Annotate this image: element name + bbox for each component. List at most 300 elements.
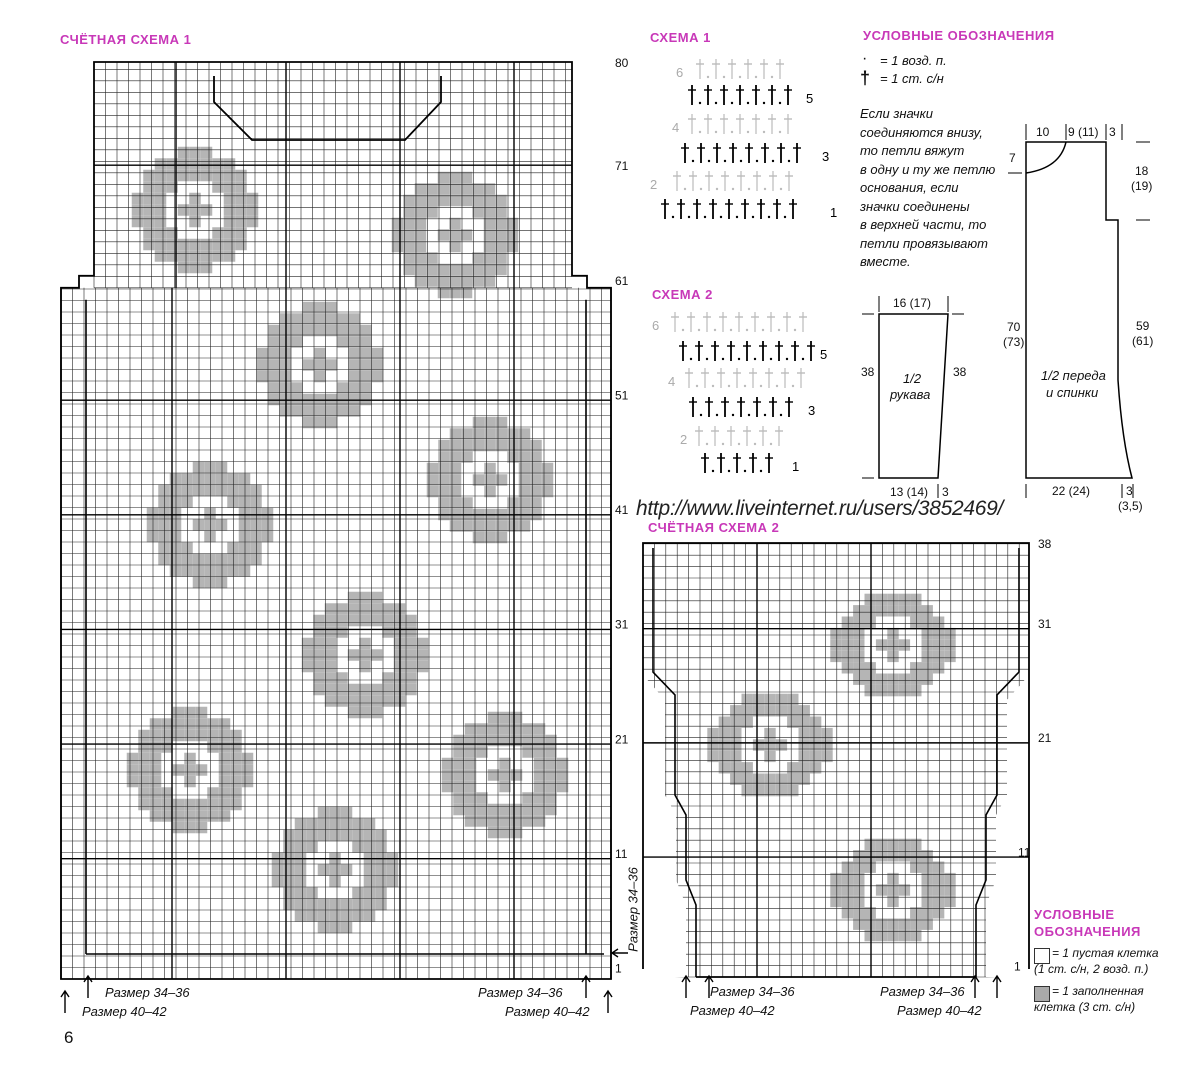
schema2-row-label: 2 [680,432,688,447]
motif-cell [359,603,371,615]
motif-cell [239,542,251,554]
legend-chain-text: = 1 возд. п. [880,53,947,68]
motif-cell [189,250,201,262]
motif-cell [150,764,162,776]
motif-cell [371,695,383,707]
motif-cell [438,183,450,195]
schema1-chain-icon [704,216,706,218]
motif-cell [352,818,364,830]
motif-cell [318,818,330,830]
motif-cell [138,776,150,788]
motif-cell [150,776,162,788]
motif-cell [336,695,348,707]
motif-cell [472,206,484,218]
motif-cell [201,147,213,159]
motif-cell [336,672,348,684]
motif-cell [314,371,326,383]
motif-cell [545,792,557,804]
motif-cell [534,815,546,827]
motif-cell [219,730,231,742]
motif-cell [262,519,274,531]
motif-cell [318,807,330,819]
motif-cell [150,741,162,753]
motif-cell [449,195,461,207]
motif-cell [161,810,173,822]
motif-cell [522,804,534,816]
motif-cell [306,830,318,842]
motif-cell [235,170,247,182]
motif-cell [557,781,569,793]
motif-cell [372,348,384,360]
motif-cell [348,615,360,627]
motif-cell [204,508,216,520]
motif-cell [865,662,876,673]
schema1-chain-icon [752,216,754,218]
motif-cell [184,707,196,719]
motif-cell [484,520,496,532]
motif-cell [341,910,353,922]
chart1-size-left-34: Размер 34–36 [105,985,190,1000]
motif-cell [449,275,461,287]
motif-cell [375,830,387,842]
motif-cell [336,684,348,696]
motif-cell [887,674,898,685]
motif-cell [359,684,371,696]
motif-cell [306,818,318,830]
motif-cell [227,554,239,566]
schema1-chain-icon [707,76,709,78]
motif-cell [161,741,173,753]
motif-cell [476,792,488,804]
motif-cell [403,229,415,241]
motif-cell [449,172,461,184]
motif-cell [235,216,247,228]
schema1-chain-icon [720,216,722,218]
motif-cell [405,661,417,673]
legend-note-line: основания, если [860,180,959,195]
motif-cell [216,577,228,589]
motif-cell [318,899,330,911]
motif-cell [922,651,933,662]
motif-cell [899,639,910,650]
motif-cell [415,218,427,230]
motif-cell [239,531,251,543]
motif-cell [450,486,462,498]
motif-cell [196,799,208,811]
motif-cell [865,594,876,605]
motif-cell [352,887,364,899]
motif-cell [242,753,254,765]
motif-cell [415,264,427,276]
motif-cell [364,887,376,899]
motif-cell [204,577,216,589]
motif-cell [173,718,185,730]
schema2-chain-icon [738,358,740,360]
schema1-chain-icon [771,76,773,78]
schema1-chain-icon [724,160,726,162]
motif-cell [899,594,910,605]
motif-cell [325,603,337,615]
motif-cell [499,712,511,724]
motif-cell [415,183,427,195]
motif-cell [438,287,450,299]
motif-cell [158,542,170,554]
chart1-title: СЧЁТНАЯ СХЕМА 1 [60,32,192,47]
motif-cell [189,158,201,170]
motif-cell [204,462,216,474]
schema2-chain-icon [732,414,734,416]
motif-cell [257,359,269,371]
motif-cell [178,158,190,170]
motif-cell [247,193,259,205]
motif-cell [268,382,280,394]
motif-cell [219,753,231,765]
chart2-size-right-34: Размер 34–36 [880,984,965,999]
motif-cell [239,473,251,485]
motif-cell [337,382,349,394]
motif-cell [499,827,511,839]
motif-cell [235,204,247,216]
motif-cell [922,662,933,673]
motif-cell [364,841,376,853]
motif-cell [184,776,196,788]
legend-note-line: в одну и ту же петлю [860,161,996,177]
motif-cell [143,216,155,228]
motif-cell [473,440,485,452]
motif-cell [158,485,170,497]
motif-cell [484,264,496,276]
motif-cell [314,417,326,429]
motif-cell [405,626,417,638]
motif-cell [212,250,224,262]
motif-cell [181,496,193,508]
motif-cell [842,628,853,639]
motif-cell [438,264,450,276]
schema2-chain-icon [780,414,782,416]
schema2-chain-icon [744,470,746,472]
motif-cell [465,758,477,770]
motif-cell [426,264,438,276]
motif-cell [348,603,360,615]
motif-cell [499,723,511,735]
motif-cell [519,463,531,475]
schema1-chain-icon [723,76,725,78]
motif-cell [557,758,569,770]
motif-cell [178,250,190,262]
motif-cell [189,170,201,182]
motif-cell [219,718,231,730]
motif-cell [313,626,325,638]
motif-cell [329,807,341,819]
motif-cell [337,336,349,348]
body-top-left: 10 [1036,125,1050,139]
motif-cell [853,628,864,639]
motif-cell [371,707,383,719]
motif-cell [348,707,360,719]
legend-note-line: вместе. [860,254,911,269]
motif-cell [473,520,485,532]
motif-cell [405,638,417,650]
motif-cell [204,565,216,577]
motif-cell [189,262,201,274]
schema1-chain-icon [715,102,717,104]
motif-cell [415,206,427,218]
motif-cell [530,486,542,498]
motif-cell [235,227,247,239]
motif-cell [283,899,295,911]
motif-cell [150,787,162,799]
motif-cell [212,170,224,182]
motif-cell [415,229,427,241]
motif-cell [461,183,473,195]
body-bottom: 22 (24) [1052,484,1091,498]
motif-cell [507,229,519,241]
motif-cell [887,685,898,696]
body-bottom-tick: 3 [1126,484,1133,498]
motif-cell [534,723,546,735]
motif-cell [216,462,228,474]
chart1-row-label-41: 41 [615,503,629,518]
motif-cell [138,764,150,776]
chart1-row-label-21: 21 [615,732,629,747]
motif-cell [364,830,376,842]
motif-cell [138,730,150,742]
motif-cell [403,218,415,230]
motif-cell [326,417,338,429]
motif-cell [337,325,349,337]
motif-cell [138,753,150,765]
motif-cell [325,649,337,661]
motif-cell [371,684,383,696]
motif-cell [403,252,415,264]
motif-cell [341,922,353,934]
motif-cell [499,758,511,770]
schema1-chain-icon [755,76,757,78]
sleeve-label-2: рукава [890,387,931,402]
motif-cell [488,769,500,781]
motif-cell [239,565,251,577]
motif-cell [329,876,341,888]
motif-cell [295,864,307,876]
motif-cell [382,695,394,707]
motif-cell [534,792,546,804]
motif-cell [887,651,898,662]
motif-cell [511,815,523,827]
motif-cell [853,605,864,616]
motif-cell [910,662,921,673]
motif-cell [313,638,325,650]
schema1-chain-icon [779,102,781,104]
motif-cell [519,440,531,452]
schema2-chain-icon [700,414,702,416]
schema1-chain-icon [672,216,674,218]
motif-cell [507,241,519,253]
motif-cell [181,542,193,554]
chart1-neckline [214,76,441,140]
schema2-chain-icon [682,329,684,331]
motif-cell [216,473,228,485]
motif-cell [341,864,353,876]
motif-cell [178,239,190,251]
motif-cell [329,910,341,922]
chart1-size-right-34: Размер 34–36 [478,985,563,1000]
chart1-row-label-11: 11 [615,846,628,861]
motif-cell [472,275,484,287]
motif-cell [461,229,473,241]
motif-cell [449,183,461,195]
motif-cell [530,463,542,475]
motif-cell [865,605,876,616]
motif-cell [359,615,371,627]
schema2-chain-icon [714,329,716,331]
motif-cell [147,531,159,543]
motif-cell [438,497,450,509]
motif-cell [313,672,325,684]
motif-cell [193,473,205,485]
motif-cell [143,193,155,205]
motif-cell [314,405,326,417]
motif-cell [235,239,247,251]
motif-cell [207,799,219,811]
motif-cell [349,336,361,348]
motif-cell [933,639,944,650]
motif-cell [359,661,371,673]
motif-cell [314,302,326,314]
schema2-row-label: 4 [668,374,676,389]
motif-cell [360,371,372,383]
motif-cell [453,758,465,770]
motif-cell [349,371,361,383]
schema1-chain-icon [688,216,690,218]
motif-cell [360,348,372,360]
motif-cell [484,474,496,486]
sleeve-label-1: 1/2 [903,371,922,386]
schema1-chain-icon [731,102,733,104]
motif-cell [449,218,461,230]
motif-cell [465,781,477,793]
motif-cell [173,730,185,742]
motif-cell [196,764,208,776]
motif-cell [933,662,944,673]
motif-cell [484,183,496,195]
schema2-chain-icon [754,443,756,445]
motif-cell [349,313,361,325]
sleeve-top-width: 16 (17) [893,296,932,310]
motif-cell [405,649,417,661]
motif-cell [364,818,376,830]
motif-cell [473,532,485,544]
motif-cell [922,605,933,616]
motif-cell [314,313,326,325]
legend-top-title: УСЛОВНЫЕ ОБОЗНАЧЕНИЯ [863,28,1055,43]
motif-cell [542,463,554,475]
motif-cell [372,371,384,383]
motif-cell [158,519,170,531]
motif-cell [161,718,173,730]
motif-cell [268,371,280,383]
motif-cell [360,382,372,394]
motif-cell [250,519,262,531]
motif-cell [530,440,542,452]
motif-cell [212,158,224,170]
motif-cell [173,707,185,719]
motif-cell [306,841,318,853]
body-side-2: (61) [1132,334,1154,348]
body-side-1: 59 [1136,319,1150,333]
motif-cell [364,910,376,922]
motif-cell [239,554,251,566]
motif-cell [196,822,208,834]
motif-cell [313,684,325,696]
motif-cell [830,651,841,662]
motif-cell [150,753,162,765]
motif-cell [453,746,465,758]
motif-cell [453,769,465,781]
motif-cell [830,628,841,639]
body-top-mid: 9 (11) [1068,125,1099,139]
motif-cell [143,239,155,251]
motif-cell [495,252,507,264]
motif-cell [326,405,338,417]
motif-cell [461,264,473,276]
motif-cell [417,649,429,661]
motif-cell [507,497,519,509]
motif-cell [303,325,315,337]
schema1-chain-icon [748,188,750,190]
schema1-chain-icon [763,131,765,133]
motif-cell [207,741,219,753]
schema2-chain-icon [794,329,796,331]
motif-cell [326,325,338,337]
motif-cell [239,496,251,508]
motif-cell [359,592,371,604]
motif-cell [291,325,303,337]
motif-cell [522,815,534,827]
motif-cell [306,899,318,911]
motif-cell [204,531,216,543]
chain-symbol-icon: · [862,50,868,67]
motif-cell [161,799,173,811]
motif-cell [302,649,314,661]
motif-cell [212,181,224,193]
motif-cell [426,183,438,195]
motif-cell [488,804,500,816]
motif-cell [465,769,477,781]
motif-cell [465,815,477,827]
schema2-chain-icon [712,385,714,387]
chart2-mask-right [986,543,1031,979]
schema2-chain-icon [746,329,748,331]
body-armhole-1: 18 [1135,164,1149,178]
motif-cell [511,723,523,735]
motif-cell [876,639,887,650]
motif-cell [147,508,159,520]
motif-cell [138,787,150,799]
motif-cell [143,227,155,239]
motif-cell [230,730,242,742]
motif-cell [348,649,360,661]
motif-cell [534,746,546,758]
motif-cell [212,239,224,251]
motif-cell [230,764,242,776]
motif-cell [496,440,508,452]
size-arrow-icon [604,991,612,1013]
motif-cell [364,899,376,911]
motif-cell [405,672,417,684]
motif-cell [155,181,167,193]
motif-cell [496,428,508,440]
motif-cell [184,718,196,730]
